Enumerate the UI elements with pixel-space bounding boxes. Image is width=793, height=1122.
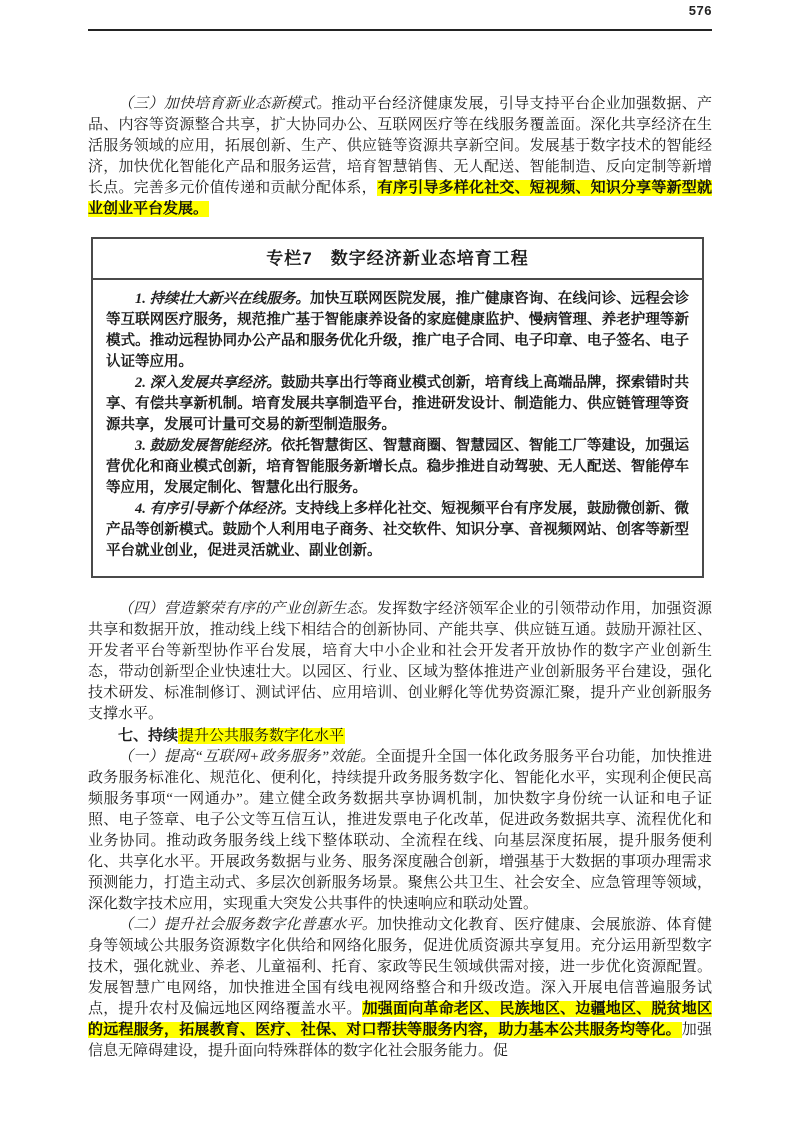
box-item-lead: 2. 深入发展共享经济。 (135, 375, 281, 391)
page-number: 576 (688, 3, 712, 18)
paragraph-lead: （一）提高“互联网+政务服务”效能。 (118, 749, 376, 765)
paragraph-text: 推动平台经济健康发展，引导支持平台企业加强数据、产品、内容等资源整合共享，扩大协同办公、互联网医疗等在线服务覆盖面。深化共享经济在生活服务领域的应用，拓展创新、生产、供应链等资源共享新空间。发展基于数字技术的智能经济，加快优化智能化产品和服务运营，培育智慧销售、无人配送、智能制造、反向定制等新增长点。完善多元价值传递和贡献分配体系， (88, 96, 712, 196)
paragraph-section-4 (88, 599, 712, 725)
box-item-3 (106, 436, 689, 499)
heading-prefix: 七、持续 (118, 727, 179, 744)
highlighted-heading-text: 提升公共服务数字化水平 (179, 728, 345, 744)
box-item-text: 支持线上多样化社交、短视频平台有序发展，鼓励微创新、微产品等创新模式。鼓励个人利用电子商务、社交软件、知识分享、音视频网站、创客等新型平台就业创业，促进灵活就业、副业创新。 (106, 501, 690, 559)
section-7-heading (88, 725, 712, 747)
header-rule (88, 29, 712, 31)
paragraph-lead: （二）提升社会服务数字化普惠水平。 (118, 917, 378, 933)
page-header (88, 2, 712, 31)
box-item-text: 依托智慧街区、智慧商圈、智慧园区、智能工厂等建设，加强运营优化和商业模式创新，培育智能服务新增长点。稳步推进自动驾驶、无人配送、智能停车等应用，发展定制化、智慧化出行服务。 (106, 438, 689, 496)
box-item-lead: 4. 有序引导新个体经济。 (135, 501, 296, 517)
paragraph-social-services (88, 915, 712, 1062)
box-item-text: 鼓励共享出行等商业模式创新，培育线上高端品牌，探索错时共享、有偿共享新机制。培育发展共享制造平台，推进研发设计、制造能力、供应链管理等资源共享，发展可计量可交易的新型制造服务。 (106, 375, 689, 433)
box-item-lead: 1. 持续壮大新兴在线服务。 (135, 291, 310, 307)
paragraph-lead: （四）营造繁荣有序的产业创新生态。 (118, 601, 378, 617)
paragraph-text: 加快推动文化教育、医疗健康、会展旅游、体育健身等领域公共服务资源数字化供给和网络化服务，促进优质资源共享复用。充分运用新型数字技术，强化就业、养老、儿童福利、托育、家政等民生领域供需对接，进一步优化资源配置。发展智慧广电网络，加快推进全国有线电视网络整合和升级改造。深入开展电信普遍服务试点，提升农村及偏远地区网络覆盖水平。 (88, 917, 712, 1017)
box-item-1 (106, 289, 689, 373)
paragraph-text: 发挥数字经济领军企业的引领带动作用，加强资源共享和数据开放，推动线上线下相结合的创新协同、产能共享、供应链互通。鼓励开源社区、开发者平台等新型协作平台发展，培育大中小企业和社会开发者开放协作的数字产业创新生态，带动创新型企业快速壮大。以园区、行业、区域为整体推进产业创新服务平台建设，强化技术研发、标准制修订、测试评估、应用培训、创业孵化等优势资源汇聚，提升产业创新服务支撑水平。 (88, 601, 712, 722)
page-body (88, 94, 712, 1062)
paragraph-lead: （三）加快培育新业态新模式。 (118, 96, 332, 112)
paragraph-text: 加强信息无障碍建设，提升面向特殊群体的数字化社会服务能力。促 (88, 1022, 712, 1059)
box-item-lead: 3. 鼓励发展智能经济。 (135, 438, 281, 454)
column-box-body (93, 280, 702, 576)
box-item-2 (106, 373, 689, 436)
paragraph-section-3 (88, 94, 712, 220)
box-item-text: 加快互联网医院发展，推广健康咨询、在线问诊、远程会诊等互联网医疗服务，规范推广基于智能康养设备的家庭健康监护、慢病管理、养老护理等新模式。推动远程协同办公产品和服务优化升级，推广电子合同、电子印章、电子签名、电子认证等应用。 (106, 291, 690, 370)
column-box-title: 专栏7 数字经济新业态培育工程 (93, 239, 702, 280)
highlighted-text: 有序引导多样化社交、短视频、知识分享等新型就业创业平台发展。 (88, 180, 712, 217)
highlighted-text: 加强面向革命老区、民族地区、边疆地区、脱贫地区的远程服务，拓展教育、医疗、社保、对口帮扶等服务内容，助力基本公共服务均等化。 (88, 1001, 712, 1038)
column-7-box (91, 237, 704, 578)
box-item-4 (106, 499, 689, 562)
paragraph-text: 全面提升全国一体化政务服务平台功能，加快推进政务服务标准化、规范化、便利化，持续提升政务服务数字化、智能化水平，实现利企便民高频服务事项“一网通办”。建立健全政务数据共享协调机制，加快数字身份统一认证和电子证照、电子签章、电子公文等互信互认，推进发票电子化改革，促进政务数据共享、流程优化和业务协同。推动政务服务线上线下整体联动、全流程在线、向基层深度拓展，提升服务便利化、共享化水平。开展政务数据与业务、服务深度融合创新，增强基于大数据的事项办理需求预测能力，打造主动式、多层次创新服务场景。聚焦公共卫生、社会安全、应急管理等领域，深化数字技术应用，实现重大突发公共事件的快速响应和联动处置。 (88, 749, 712, 912)
paragraph-gov-services (88, 747, 712, 915)
